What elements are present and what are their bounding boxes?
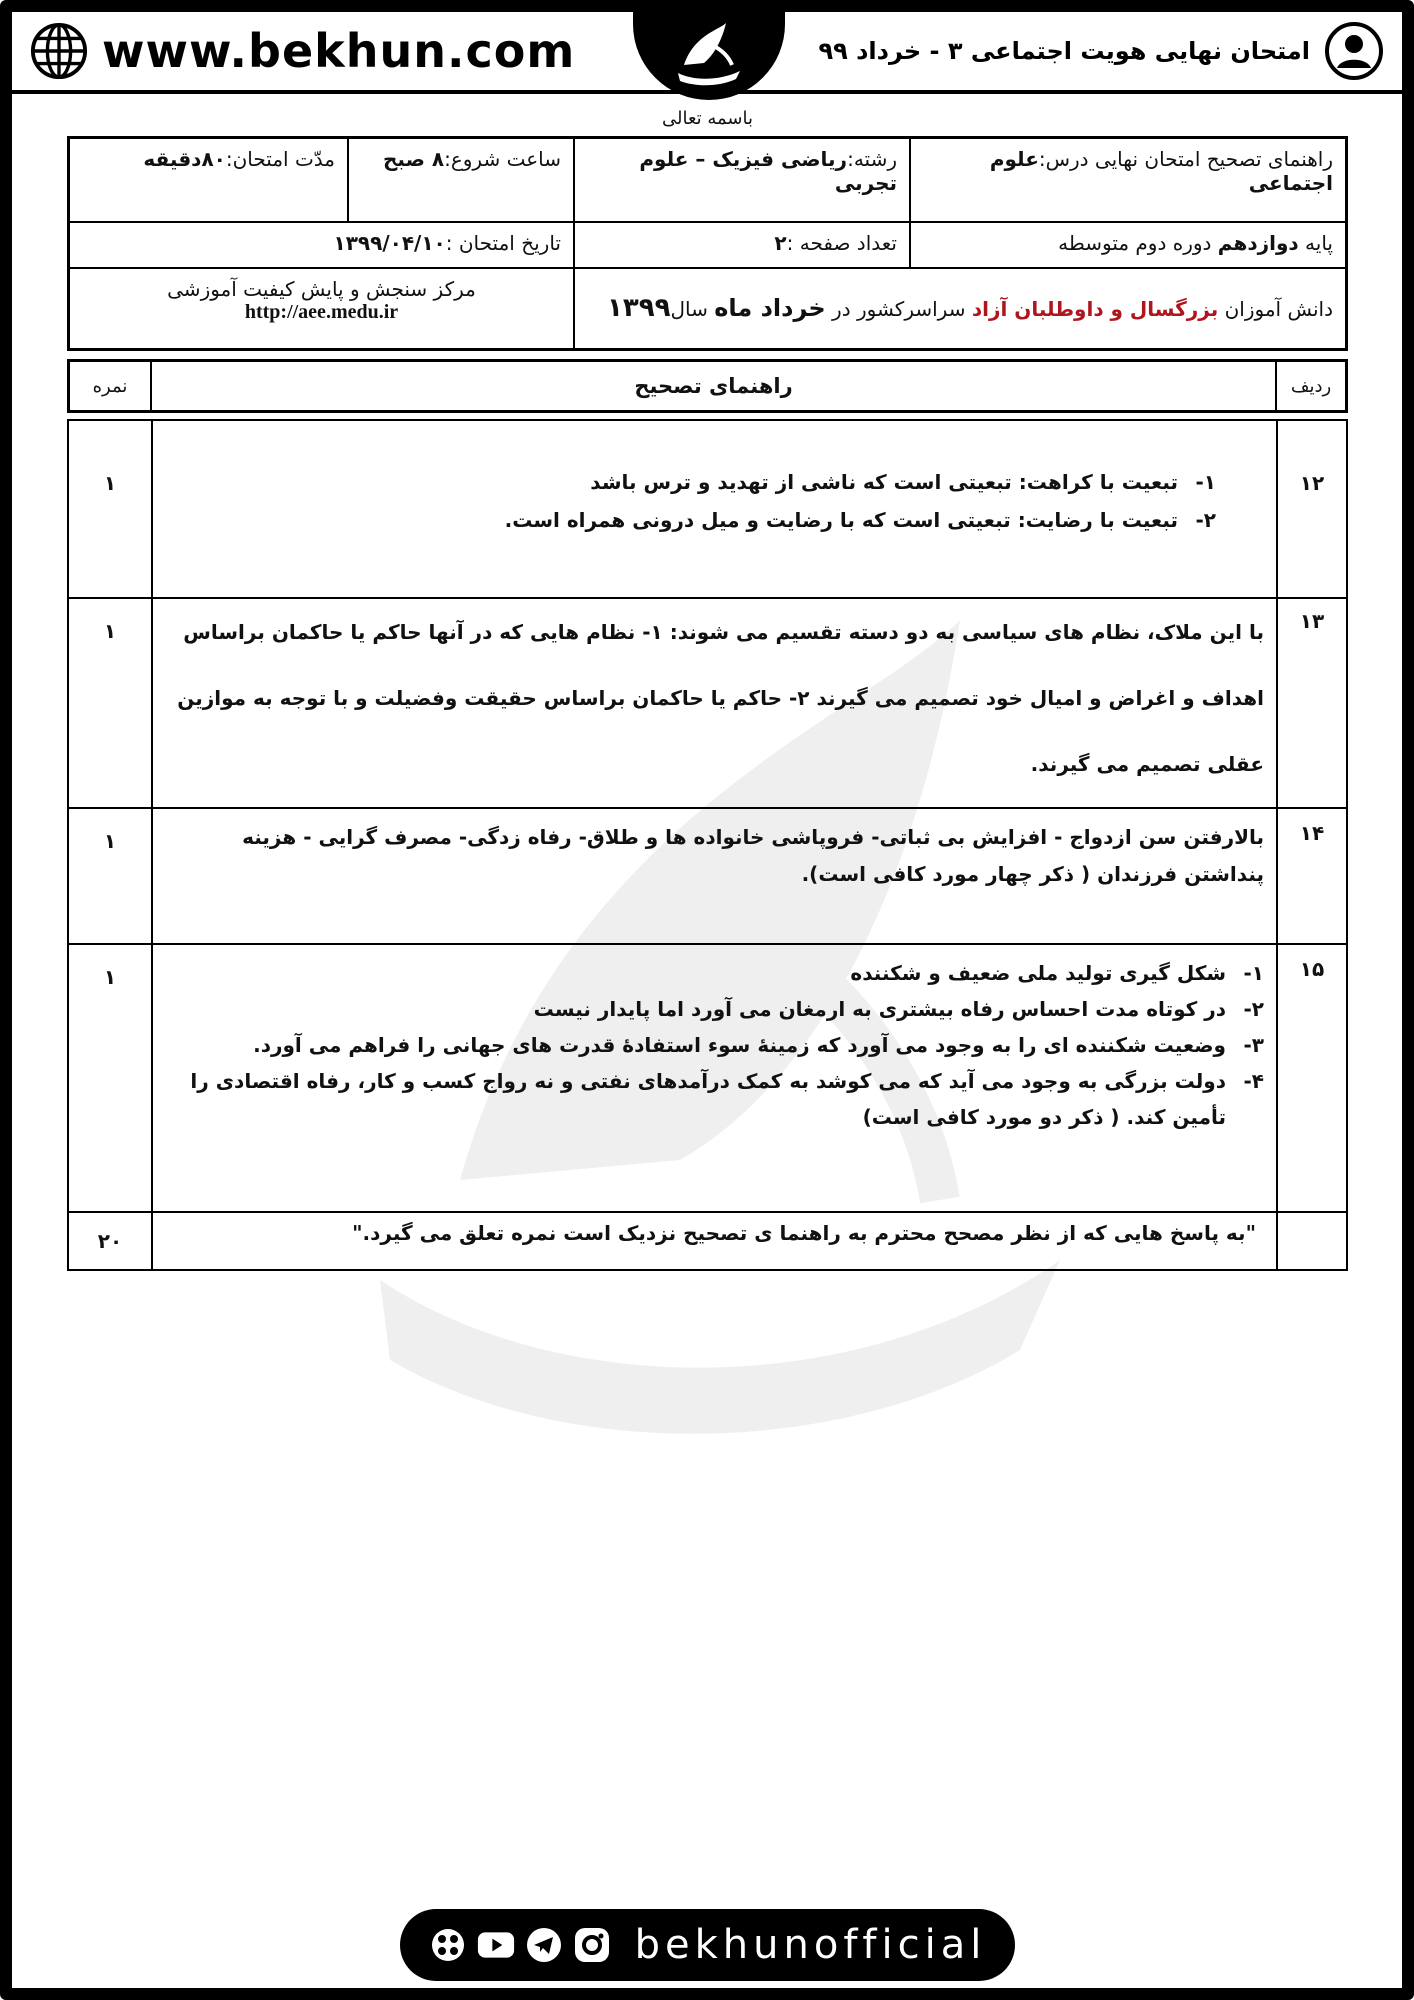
col-score-header: نمره xyxy=(69,361,152,412)
question-number: ۱۵ xyxy=(1277,944,1347,1212)
site-link[interactable] xyxy=(30,18,575,84)
header-title: امتحان نهایی هویت اجتماعی ۳ - خرداد ۹۹ xyxy=(818,37,1310,65)
exam-year: ۱۳۹۹ xyxy=(606,293,671,324)
header-title-group xyxy=(818,20,1384,82)
list-item: ۲- تبعیت با رضایت: تبعیتی است که با رضایت و میل درونی همراه است. xyxy=(504,508,1216,532)
answer-body: با این ملاک، نظام های سیاسی به دو دسته تقسیم می شوند: ۱- نظام هایی که در آنها حاکم یا حاکمان براساس اهداف و اغراض و امیال خود تصمیم می گیرند ۲- حاکم یا حاکمان براساس حقیقت وفضیلت و با توجه به موازین عقلی تصمیم می گیرند. xyxy=(152,598,1277,808)
answer-row xyxy=(68,944,1347,1212)
question-score: ۱ xyxy=(68,598,152,808)
answer-key-document xyxy=(67,108,1348,1271)
field: ریاضی فیزیک – علوم تجربی xyxy=(639,147,897,195)
list-item: ۳- وضعیت شکننده ای را به وجود می آورد که زمینهٔ سوء استفادهٔ قدرت های جهانی را فراهم می آورد. xyxy=(253,1033,1264,1057)
basmala: باسمه تعالی xyxy=(661,108,754,129)
list-item: ۴- دولت بزرگی به وجود می آید که می کوشد به کمک درآمدهای نفتی و نه رواج کسب و کار، رفاه اقتصادی را تأمین کند. ( ذکر دو مورد کافی است) xyxy=(190,1069,1264,1129)
exam-info-table xyxy=(67,136,1348,351)
list-item: ۱- شکل گیری تولید ملی ضعیف و شکننده xyxy=(850,961,1264,985)
page-count: ۲ xyxy=(774,230,787,255)
center-name: مرکز سنجش و پایش کیفیت آموزشی xyxy=(167,276,476,301)
students-cell: دانش آموزان بزرگسال و داوطلبان آزاد سراسرکشور در خرداد ماه سال۱۳۹۹ xyxy=(574,268,1347,350)
answers-table xyxy=(67,419,1348,1271)
globe-icon xyxy=(30,22,88,80)
answer-body: بالارفتن سن ازدواج - افزایش بی ثباتی- فروپاشی خانواده ها و طلاق- رفاه زدگی- مصرف گرایی - هزینه پنداشتن فرزندان ( ذکر چهار مورد کافی است). xyxy=(152,808,1277,944)
answer-row xyxy=(68,598,1347,808)
question-score: ۱ xyxy=(68,420,152,598)
col-row-header: ردیف xyxy=(1276,361,1347,412)
question-score: ۱ xyxy=(68,944,152,1212)
question-number: ۱۴ xyxy=(1277,808,1347,944)
social-handle[interactable]: bekhunofficial xyxy=(634,1922,987,1968)
question-number: ۱۳ xyxy=(1277,598,1347,808)
subject: علوم اجتماعی xyxy=(989,147,1333,195)
exam-date: ۱۳۹۹/۰۴/۱۰ xyxy=(333,230,446,255)
telegram-icon[interactable] xyxy=(525,1926,563,1964)
start-time-cell: ساعت شروع:۸ صبح xyxy=(348,138,574,222)
duration: ۸۰دقیقه xyxy=(143,147,226,171)
subject-cell: راهنمای تصحیح امتحان نهایی درس:علوم اجتماعی xyxy=(910,138,1347,222)
grade-cell: پایه دوازدهم دوره دوم متوسطه xyxy=(910,222,1347,268)
total-row xyxy=(68,1212,1347,1270)
col-guide-header: راهنمای تصحیح xyxy=(151,361,1276,412)
answer-row xyxy=(68,808,1347,944)
date-cell: تاریخ امتحان :۱۳۹۹/۰۴/۱۰ xyxy=(69,222,575,268)
center-url[interactable]: http://aee.medu.ir xyxy=(244,300,399,323)
site-url: www.bekhun.com xyxy=(102,24,576,78)
column-header-table xyxy=(67,359,1348,413)
question-number: ۱۲ xyxy=(1277,420,1347,598)
social-bar xyxy=(400,1909,1015,1981)
answer-row xyxy=(68,420,1347,598)
instagram-icon[interactable] xyxy=(573,1926,611,1964)
youtube-icon[interactable] xyxy=(477,1926,515,1964)
question-score: ۱ xyxy=(68,808,152,944)
page-header xyxy=(12,12,1402,94)
duration-cell: مدّت امتحان:۸۰دقیقه xyxy=(69,138,349,222)
grade: دوازدهم xyxy=(1217,230,1299,255)
field-cell: رشته:ریاضی فیزیک – علوم تجربی xyxy=(574,138,910,222)
students-highlight: بزرگسال و داوطلبان آزاد xyxy=(971,297,1219,322)
bekhun-logo xyxy=(633,8,785,100)
footer-note: "به پاسخ هایی که از نظر مصحح محترم به راهنما ی تصحیح نزدیک است نمره تعلق می گیرد." xyxy=(152,1212,1277,1270)
total-score: ۲۰ xyxy=(68,1212,152,1270)
total-row-empty xyxy=(1277,1212,1347,1270)
pages-cell: تعداد صفحه :۲ xyxy=(574,222,910,268)
list-item: ۱- تبعیت با کراهت: تبعیتی است که ناشی از تهدید و ترس باشد xyxy=(590,470,1216,494)
answer-body xyxy=(152,944,1277,1212)
user-avatar-icon xyxy=(1324,21,1384,81)
aparat-icon[interactable] xyxy=(429,1926,467,1964)
answer-body xyxy=(152,420,1277,598)
list-item: ۲- در کوتاه مدت احساس رفاه بیشتری به ارمغان می آورد اما پایدار نیست xyxy=(533,997,1264,1021)
start-time: ۸ صبح xyxy=(383,147,445,171)
logo-mark xyxy=(664,15,754,93)
center-cell xyxy=(69,268,575,350)
